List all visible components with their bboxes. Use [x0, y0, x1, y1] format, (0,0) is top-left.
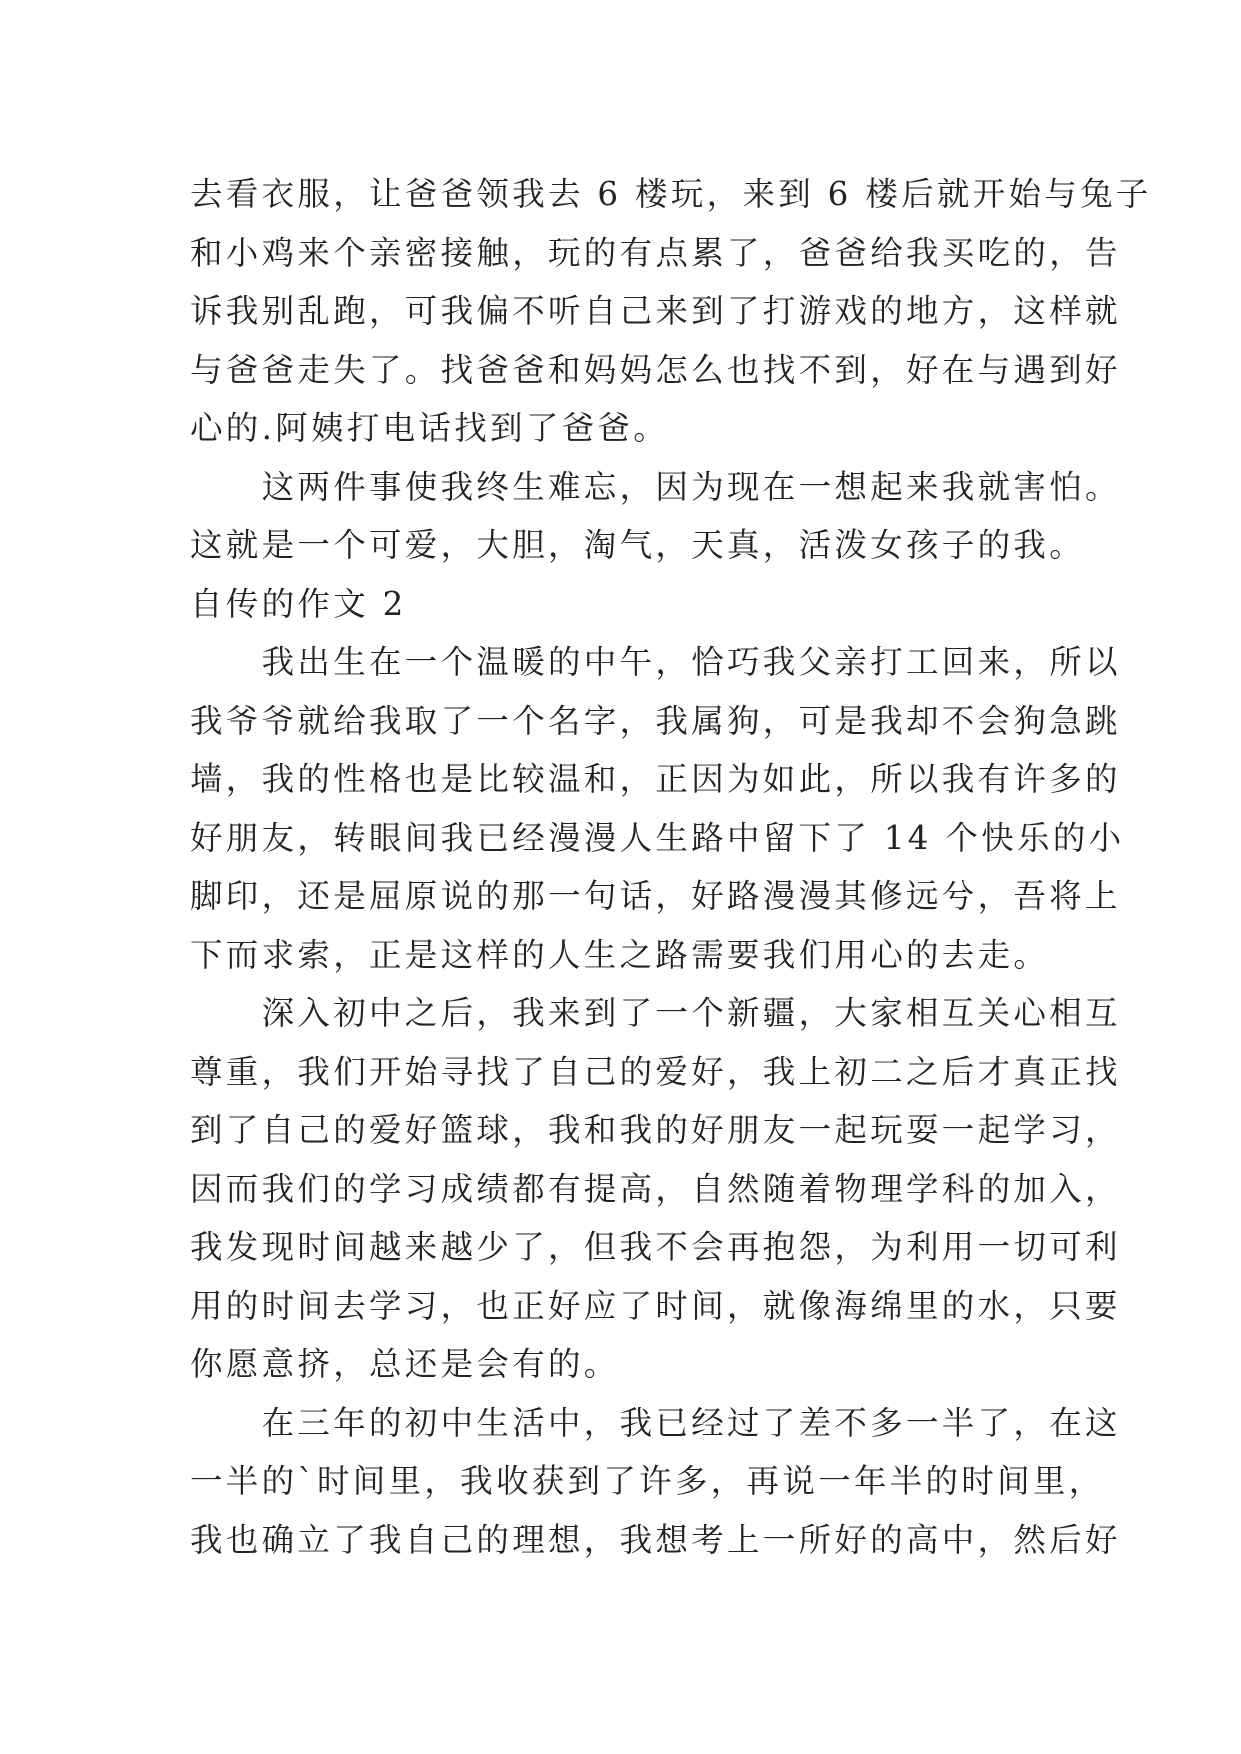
text-line: 脚印，还是屈原说的那一句话，好路漫漫其修远兮，吾将上 — [190, 877, 1121, 915]
text-line: 到了自己的爱好篮球，我和我的好朋友一起玩耍一起学习， — [190, 1111, 1121, 1149]
text-line: 我出生在一个温暖的中午，恰巧我父亲打工回来，所以 — [190, 643, 1121, 681]
text-line: 这就是一个可爱，大胆，淘气，天真，活泼女孩子的我。 — [190, 526, 1086, 564]
text-line: 深入初中之后，我来到了一个新疆，大家相互关心相互 — [190, 994, 1121, 1032]
text-line: 因而我们的学习成绩都有提高，自然随着物理学科的加入， — [190, 1169, 1121, 1208]
text-line: 在三年的初中生活中，我已经过了差不多一半了，在这 — [190, 1403, 1121, 1442]
text-line: 用的时间去学习，也正好应了时间，就像海绵里的水，只要 — [190, 1286, 1121, 1325]
text-line: 去看衣服，让爸爸领我去 6 楼玩，来到 6 楼后就开始与兔子 — [190, 175, 1152, 213]
text-line: 诉我别乱跑，可我偏不听自己来到了打游戏的地方，这样就 — [190, 292, 1121, 330]
text-line: 一半的`时间里，我收获到了许多，再说一年半的时间里， — [190, 1462, 1105, 1500]
text-line: 好朋友，转眼间我已经漫漫人生路中留下了 14 个快乐的小 — [190, 818, 1125, 857]
text-line: 我发现时间越来越少了，但我不会再抱怨，为利用一切可利 — [190, 1228, 1121, 1266]
text-line: 墙，我的性格也是比较温和，正因为如此，所以我有许多的 — [190, 760, 1121, 798]
text-line: 与爸爸走失了。找爸爸和妈妈怎么也找不到，好在与遇到好 — [190, 350, 1121, 389]
text-line: 心的.阿姨打电话找到了爸爸。 — [190, 409, 670, 447]
section-heading: 自传的作文 2 — [190, 584, 407, 623]
text-line: 这两件事使我终生难忘，因为现在一想起来我就害怕。 — [190, 467, 1121, 506]
text-line: 尊重，我们开始寻找了自己的爱好，我上初二之后才真正找 — [190, 1052, 1121, 1091]
text-line: 和小鸡来个亲密接触，玩的有点累了，爸爸给我买吃的，告 — [190, 233, 1121, 272]
text-line: 我爷爷就给我取了一个名字，我属狗，可是我却不会狗急跳 — [190, 701, 1121, 740]
text-line: 你愿意挤，总还是会有的。 — [190, 1345, 620, 1383]
text-line: 下而求索，正是这样的人生之路需要我们用心的去走。 — [190, 935, 1050, 974]
text-line: 我也确立了我自己的理想，我想考上一所好的高中，然后好 — [190, 1520, 1121, 1559]
document-body — [190, 165, 1152, 1569]
